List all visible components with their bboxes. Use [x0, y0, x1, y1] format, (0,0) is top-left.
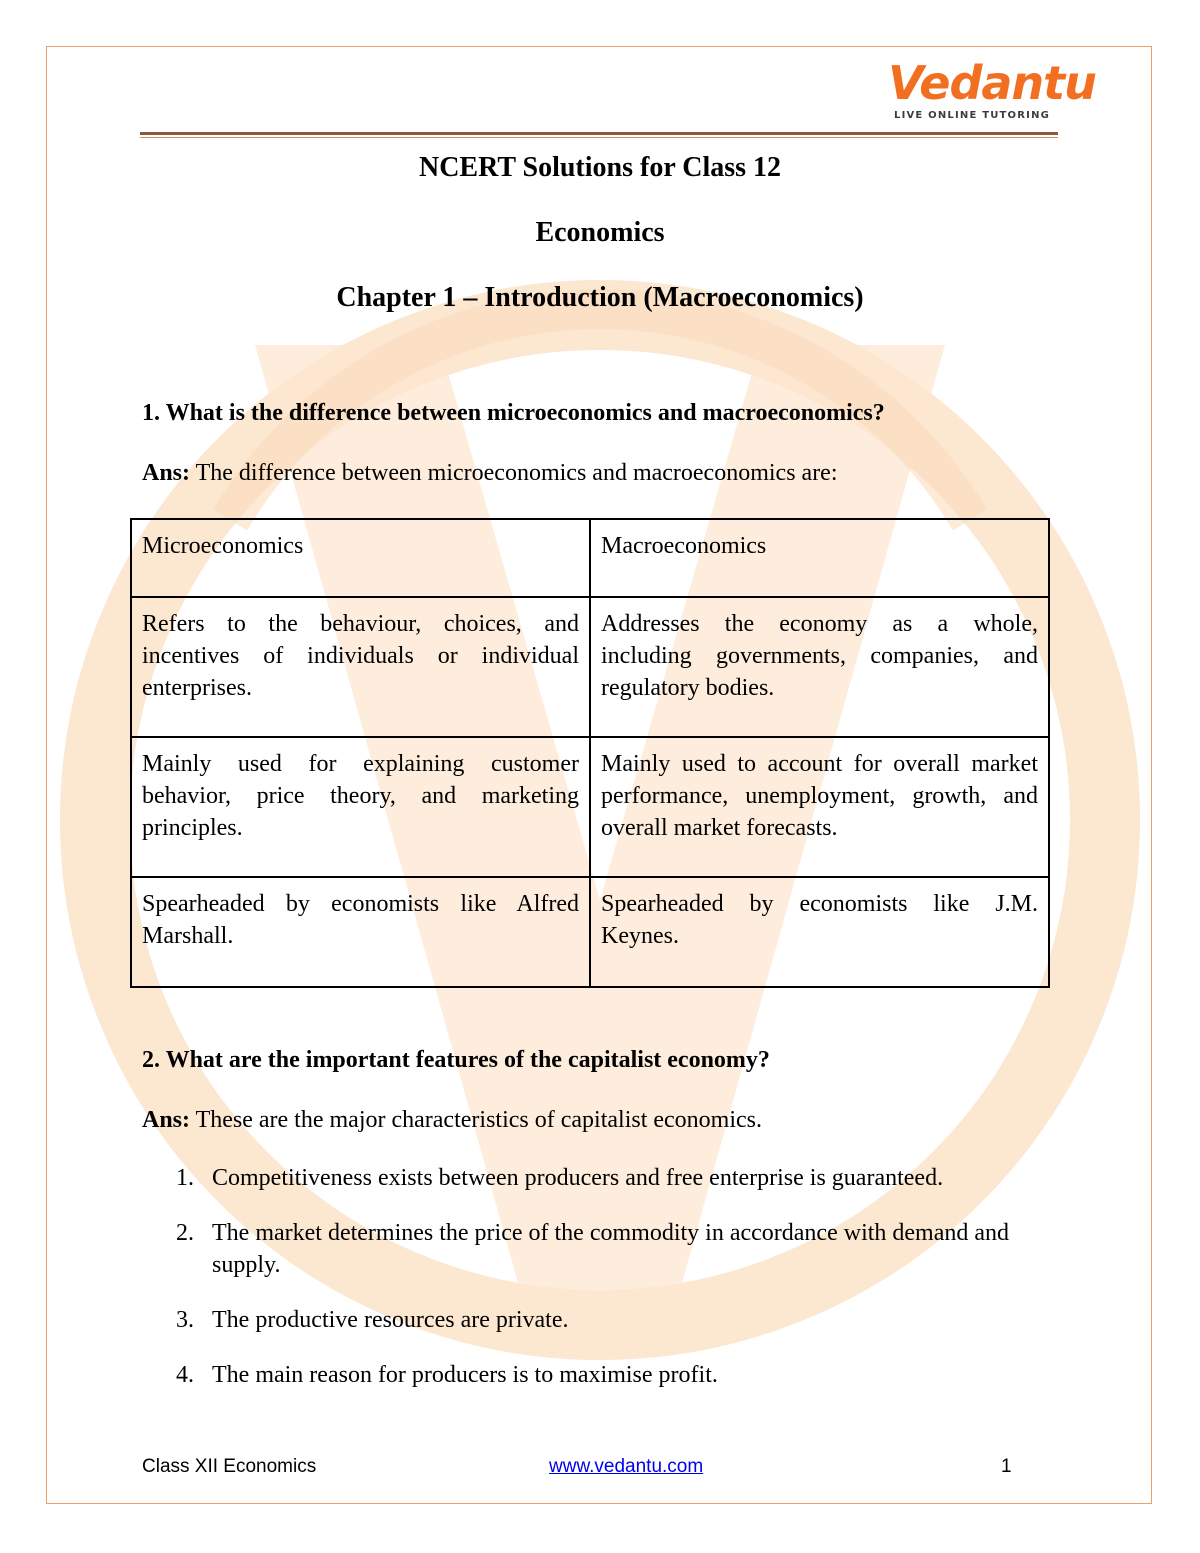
answer-2-intro — [142, 1107, 762, 1134]
list-text: The main reason for producers is to maximise profit. — [212, 1362, 718, 1388]
answer-text: The difference between microeconomics and macroeconomics are: — [190, 460, 838, 486]
logo-tagline: LIVE ONLINE TUTORING — [894, 110, 1051, 121]
answer-label: Ans: — [142, 1107, 191, 1133]
footer-course: Class XII Economics — [142, 1456, 317, 1477]
list-item — [176, 1304, 1066, 1336]
list-number: 3. — [176, 1307, 194, 1333]
list-item — [176, 1359, 1066, 1391]
table-header-cell: Macroeconomics — [590, 519, 1049, 597]
question-2: 2. What are the important features of the capitalist economy? — [142, 1047, 770, 1073]
footer-website-link[interactable]: www.vedantu.com — [549, 1456, 704, 1477]
comparison-table — [130, 518, 1050, 988]
list-item — [176, 1162, 1066, 1194]
answer-1-intro — [142, 460, 838, 487]
table-header-row — [131, 519, 1049, 597]
list-text: The productive resources are private. — [212, 1307, 569, 1333]
page-number: 1 — [1001, 1456, 1012, 1477]
table-cell: Mainly used to account for overall market performance, unemployment, growth, and overall market forecasts. — [590, 737, 1049, 877]
vedantu-logo[interactable] — [880, 56, 1096, 128]
doc-title: NCERT Solutions for Class 12 — [418, 152, 782, 183]
header-rule-thin — [140, 137, 1058, 138]
header-rule — [140, 132, 1058, 135]
logo-wordmark: Vedantu — [888, 56, 1096, 110]
table-row — [131, 737, 1049, 877]
table-cell: Spearheaded by economists like J.M. Keynes. — [590, 877, 1049, 987]
table-cell: Spearheaded by economists like Alfred Marshall. — [131, 877, 590, 987]
question-1: 1. What is the difference between microeconomics and macroeconomics? — [142, 400, 885, 426]
features-list — [176, 1162, 1066, 1414]
list-item — [176, 1217, 1066, 1281]
table-row — [131, 877, 1049, 987]
chapter-title: Chapter 1 – Introduction (Macroeconomics) — [336, 282, 864, 313]
list-text: Competitiveness exists between producers and free enterprise is guaranteed. — [212, 1165, 944, 1191]
table-cell: Mainly used for explaining customer behavior, price theory, and marketing principles. — [131, 737, 590, 877]
answer-text: These are the major characteristics of capitalist economics. — [190, 1107, 762, 1133]
answer-label: Ans: — [142, 460, 191, 486]
table-cell: Refers to the behaviour, choices, and incentives of individuals or individual enterprises. — [131, 597, 590, 737]
list-number: 1. — [176, 1165, 194, 1191]
subject-title: Economics — [535, 217, 665, 248]
list-text: The market determines the price of the commodity in accordance with demand and supply. — [212, 1220, 1010, 1278]
table-cell: Addresses the economy as a whole, including governments, companies, and regulatory bodies. — [590, 597, 1049, 737]
table-row — [131, 597, 1049, 737]
table-header-cell: Microeconomics — [131, 519, 590, 597]
list-number: 2. — [176, 1220, 194, 1246]
list-number: 4. — [176, 1362, 194, 1388]
